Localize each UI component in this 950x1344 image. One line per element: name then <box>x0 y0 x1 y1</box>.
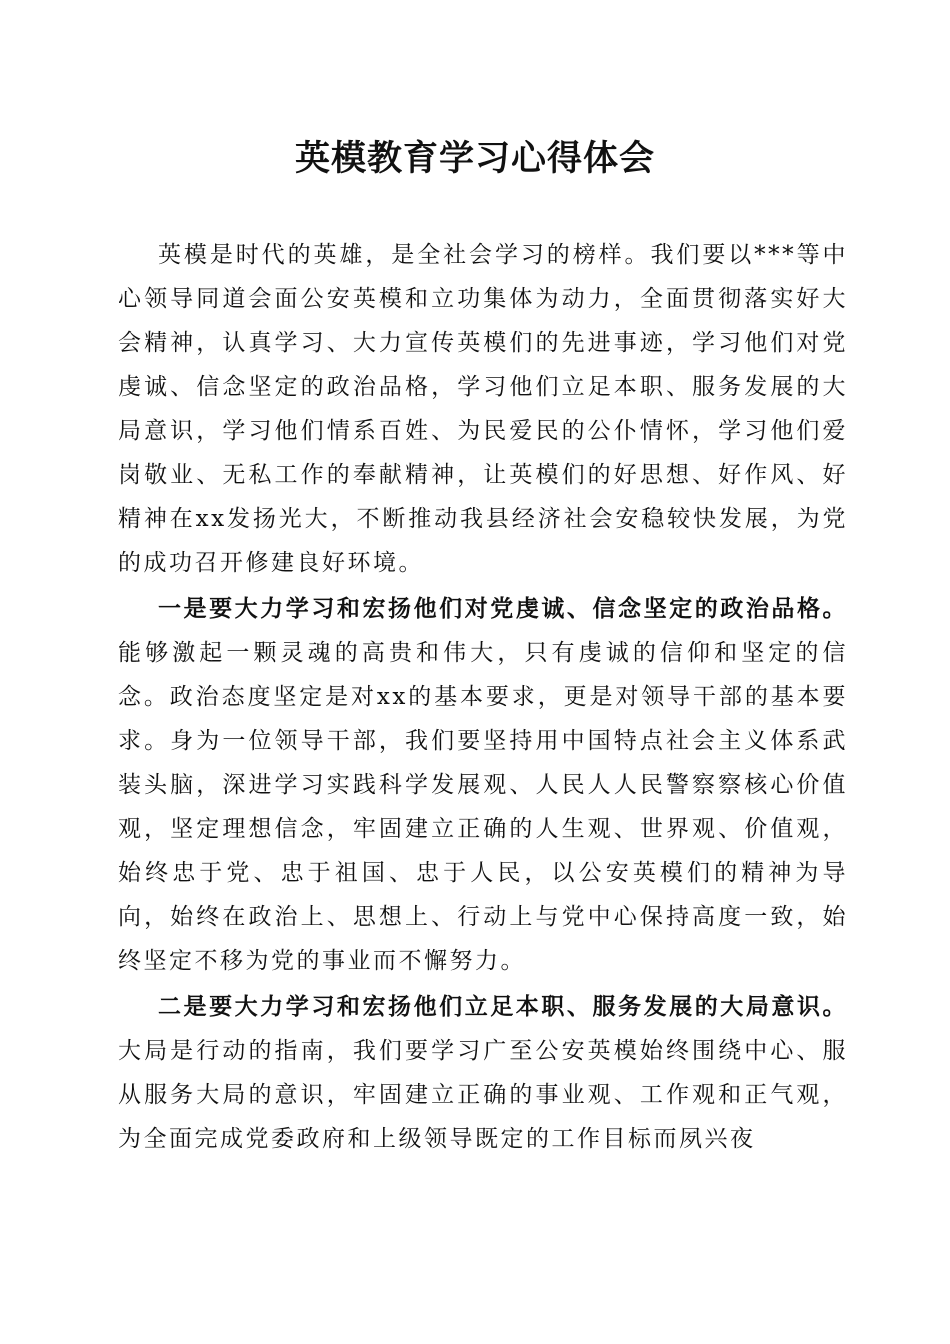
paragraph-point-two <box>118 985 848 1161</box>
document-body <box>118 233 848 1161</box>
paragraph-lead: 二是要大力学习和宏扬他们立足本职、服务发展的大局意识。 <box>158 993 848 1020</box>
paragraph-lead: 一是要大力学习和宏扬他们对党虔诚、信念坚定的政治品格。 <box>158 595 848 622</box>
paragraph-text: 能够激起一颗灵魂的高贵和伟大，只有虔诚的信仰和坚定的信念。政治态度坚定是对xx的基本要求，更是对领导干部的基本要求。身为一位领导干部，我们要坚持用中国特点社会主义体系武装头脑，深进学习实践科学发展观、人民人人民警察察核心价值观，坚定理想信念，牢固建立正确的人生观、世界观、价值观，始终忠于党、忠于祖国、忠于人民，以公安英模们的精神为导向，始终在政治上、思想上、行动上与党中心保持高度一致，始终坚定不移为党的事业而不懈努力。 <box>118 640 848 974</box>
document-title: 英模教育学习心得体会 <box>294 138 655 179</box>
paragraph-text: 英模是时代的英雄，是全社会学习的榜样。我们要以***等中心领导同道会面公安英模和立功集体为动力，全面贯彻落实好大会精神，认真学习、大力宣传英模们的先进事迹，学习他们对党虔诚、信念坚定的政治品格，学习他们立足本职、服务发展的大局意识，学习他们情系百姓、为民爱民的公仆情怀，学习他们爱岗敬业、无私工作的奉献精神，让英模们的好思想、好作风、好精神在xx发扬光大，不断推动我县经济社会安稳较快发展，为党的成功召开修建良好环境。 <box>118 242 848 576</box>
paragraph-point-one <box>118 587 848 983</box>
paragraph-intro <box>118 233 848 585</box>
paragraph-text: 大局是行动的指南，我们要学习广至公安英模始终围绕中心、服从服务大局的意识，牢固建立正确的事业观、工作观和正气观，为全面完成党委政府和上级领导既定的工作目标而夙兴夜 <box>118 1038 848 1152</box>
